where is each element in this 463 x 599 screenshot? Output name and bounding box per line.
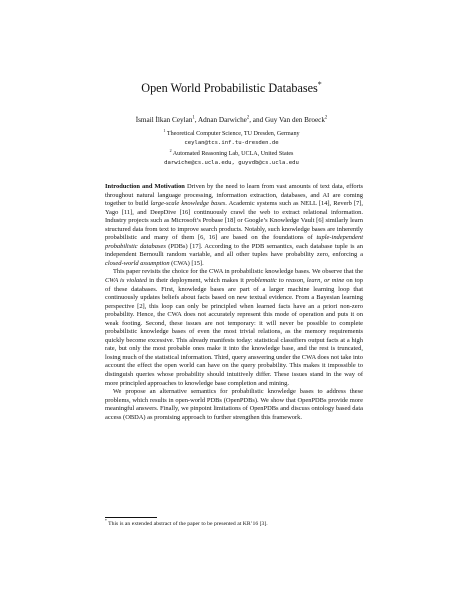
intro-paragraph: Introduction and Motivation Driven by the need to learn from vast amounts of text data, efforts throughout natural language processing, information extraction, databases, and AI are coming together to build large-scale knowledge bases. Academic systems such as NELL [14], Reverb [7], Yago [11], and DeepDive [16] continuously crawl the web to extract relational information. Industry projects such as Microsoft’s Probase [18] or Google’s Knowledge Vault [6] similarly learn structured data from text to improve search products. Notably, such knowledge bases are inherently probabilistic and many of them [6, 16] are based on the foundations of tuple-independent probabilistic databases (PDBs) [17]. According to the PDB semantics, each database tuple is an independent Bernoulli random variable, and all other tuples have probability zero, enforcing a closed-world assumption (CWA) [15]. xyxy=(105,183,364,267)
title-footnote-mark: * xyxy=(317,79,322,89)
affiliation-name: Automated Reasoning Lab, UCLA, United States xyxy=(172,151,294,158)
paper-title xyxy=(0,80,463,96)
affiliations xyxy=(0,127,463,167)
affiliation-name: Theoretical Computer Science, TU Dresden, Germany xyxy=(166,131,300,137)
author-name: Guy Van den Broeck xyxy=(264,116,325,124)
paper-body xyxy=(105,183,363,422)
author-separator: , and xyxy=(249,116,265,124)
affiliation-mark: 2 xyxy=(169,148,172,154)
footnote xyxy=(105,521,363,529)
affiliation-email: darwiche@cs.ucla.edu, guyvdb@cs.ucla.edu xyxy=(164,159,299,166)
footnote-mark: * xyxy=(105,519,107,524)
author-name: İsmail İlkan Ceylan xyxy=(135,116,193,124)
body-paragraph: This paper revisits the choice for the CWA in probabilistic knowledge bases. We observe that the CWA is violated in their deployment, which makes it problematic to reason, learn, or mine on top of these databases. First, knowledge bases are part of a larger machine learning loop that continuously updates beliefs about facts based on new textual evidence. From a Bayesian learning perspective [2], this loop can only be principled when learned facts have an a priori non-zero probability. Hence, the CWA does not accurately represent this mode of operation and puts it on weak footing. Second, these issues are not temporary: it will never be possible to complete probabilistic knowledge bases of even the most trivial relations, as the memory requirements quickly become excessive. This already manifests today: statistical classifiers output facts at a high rate, but only the most probable ones make it into the knowledge base, and the rest is truncated, losing much of the statistical information. Third, query answering under the CWA does not take into account the effect the open world can have on the query probability. This makes it impossible to distinguish queries whose probability should intuitively differ. These issues stand in the way of more principled approaches to knowledge base completion and mining. xyxy=(105,268,363,387)
paper-title-text: Open World Probabilistic Databases xyxy=(141,81,318,95)
body-paragraph: We propose an alternative semantics for probabilistic knowledge bases to address these problems, which results in open-world PDBs (OpenPDBs). We show that OpenPDBs provide more meaningful answers. Finally, we pinpoint limitations of OpenPDBs and discuss ontology based data access (OBDA) as promising approach to further strengthen this framework. xyxy=(105,388,363,421)
affiliation-email: ceylan@tcs.inf.tu-dresden.de xyxy=(184,139,279,146)
author-list xyxy=(0,115,463,125)
affiliation-mark: 1 xyxy=(163,127,166,133)
section-heading: Introduction and Motivation xyxy=(105,183,185,190)
author-affiliation-mark: 1 xyxy=(192,115,195,121)
affiliation-line xyxy=(0,150,463,159)
author-separator: , xyxy=(194,116,198,124)
footnote-rule xyxy=(105,517,157,518)
author-affiliation-mark: 2 xyxy=(324,115,328,121)
affiliation-line xyxy=(0,127,463,139)
footnote-text: This is an extended abstract of the paper to be presented at KR’16 [3]. xyxy=(106,521,268,527)
author-name: Adnan Darwiche xyxy=(197,116,247,124)
author-affiliation-mark: 2 xyxy=(246,115,250,121)
